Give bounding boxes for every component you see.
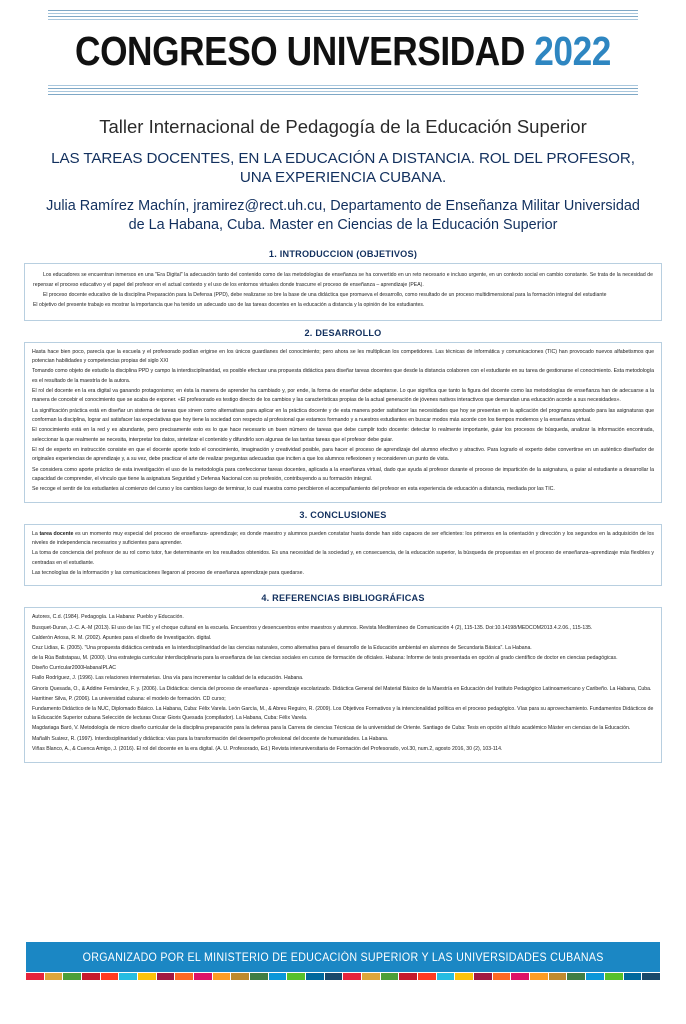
reference-entry: Mañalih Suárez, R. (1997). Interdisciplinaridad y didáctica: vías para la transformación del desempeño profesional del docente de humanidades. La Habana.: [32, 735, 389, 742]
authors-affiliation: Julia Ramírez Machín, jramirez@rect.uh.cu, Departamento de Enseñanza Militar Universidad de La Habana, Cuba. Master en Ciencias de la Educación Superior: [46, 198, 640, 233]
sdg-color-swatch: [418, 973, 436, 980]
sdg-color-swatch: [493, 973, 511, 980]
reference-entry: Fiallo Rodríguez, J. (1996). Las relaciones intermaterias. Una vía para incrementar la calidad de la educación. Habana.: [32, 675, 304, 682]
sdg-color-swatch: [138, 973, 156, 980]
workshop-title: Taller Internacional de Pedagogía de la Educación Superior: [99, 116, 587, 138]
reference-entry: Diseño Curricular2000HabanaIPLAC: [32, 665, 117, 672]
congress-brand-year: 2022: [534, 28, 611, 74]
section-panel-conclusiones: [24, 524, 662, 587]
conclusion-paragraph: La toma de conciencia del profesor de su rol como tutor, fue determinante en los resultados obtenidos. Es una necesidad de la sociedad y, en consecuencia, de la educación superior, la búsqueda de propuestas en el proceso de enseñanza–aprendizaje más flexibles y centradas en el estudiante.: [32, 550, 654, 566]
desarrollo-paragraph: Se recoge el sentir de los estudiantes al comienzo del curso y los cambios luego de terminar, lo cual muestra como percibieron el acompañamiento del profesor en esta experiencia de educación a distancia, mediada por las TIC.: [32, 486, 555, 493]
sdg-color-swatch: [381, 973, 399, 980]
title-block: [0, 101, 686, 234]
conclusion-paragraph: Las tecnologías de la información y las comunicaciones llegaron al proceso de enseñanza aprendizaje para quedarse.: [32, 570, 304, 577]
sdg-color-swatch: [567, 973, 585, 980]
sdg-color-swatch: [530, 973, 548, 980]
reference-entry: Magdariaga Baró, V. Metodología de micro diseño curricular de la disciplina preparación para la defensa para la Carrera de ciencias Técnicas de la universidad de Oriente. Santiago de Cuba: Tesis en opción al título académico Máster en ciencias de la Educación.: [32, 725, 631, 732]
sdg-color-swatch: [250, 973, 268, 980]
sdg-color-swatch: [269, 973, 287, 980]
sdg-color-swatch: [213, 973, 231, 980]
desarrollo-paragraph: Hasta hace bien poco, parecía que la escuela y el profesorado podían erigirse en los únicos guardianes del conocimiento; pero ahora se les multiplican los competidores. Las técnicas de informática y comunicaciones (TIC) han provocado nuevos alfabetismos que potencian habilidades y competencias propias del siglo XXI: [32, 348, 654, 364]
sdg-color-strip: [26, 973, 660, 980]
sdg-color-swatch: [26, 973, 44, 980]
sdg-color-swatch: [82, 973, 100, 980]
sdg-color-swatch: [511, 973, 529, 980]
organizer-text: ORGANIZADO POR EL MINISTERIO DE EDUCACIÓN SUPERIOR Y LAS UNIVERSIDADES CUBANAS: [82, 950, 604, 964]
sdg-color-swatch: [437, 973, 455, 980]
sdg-color-swatch: [586, 973, 604, 980]
sdg-color-swatch: [362, 973, 380, 980]
sdg-color-swatch: [605, 973, 623, 980]
reference-entry: Cruz Lidias, E. (2005). "Una propuesta didáctica centrada en la interdisciplinaridad de las ciencias naturales, como alternativa para el desarrollo de la Educación ambiental en alumnos de Secundaria Básica". La Habana.: [32, 644, 532, 651]
desarrollo-paragraph: El rol de experto en instrucción consiste en que el docente aporte todo el conocimiento, imaginación y creatividad posible, para hacer el proceso de aprendizaje del alumno efectivo y atractivo. Para lograrlo el experto debe convertirse en un auténtico diseñador de originales experiencias de aprendizaje y, a su vez, debe practicar el arte de realizar preguntas adecuadas que inciten a que los alumnos reflexionen y reconsideren un punto de vista.: [32, 446, 654, 463]
header-top-rules: [48, 10, 638, 20]
sdg-color-swatch: [306, 973, 324, 980]
reference-entry: Calderón Ariosa, R. M. (2002). Apuntes para el diseño de Investigación. digital.: [32, 634, 212, 641]
poster-footer: [26, 942, 660, 980]
paper-title: LAS TAREAS DOCENTES, EN LA EDUCACIÓN A DISTANCIA. ROL DEL PROFESOR, UNA EXPERIENCIA CUBANA.: [51, 149, 635, 186]
header-bottom-rules: [48, 85, 638, 95]
reference-entry: Autores, C.d. (1984). Pedagogía. La Habana: Pueblo y Educación.: [32, 614, 184, 621]
sdg-color-swatch: [63, 973, 81, 980]
sdg-color-swatch: [287, 973, 305, 980]
sdg-color-swatch: [474, 973, 492, 980]
poster-body: [0, 240, 686, 762]
sdg-color-swatch: [45, 973, 63, 980]
desarrollo-paragraph: El rol del docente en la era digital va ganando protagonismo; en ésta la manera de aprender ha cambiado y, por ende, la forma de enseñar debe adaptarse. Lo que significa que tanto la figura del docente como las metodologías de enseñanza han de adecuarse a la manera de concebir el conocimiento que se acaba de exponer. «El profesorado es testigo directo de los cambios y las características propias de la actual generación de jóvenes nativos interactivos que demandan una educación acorde a sus necesidades».: [32, 387, 654, 404]
sdg-color-swatch: [101, 973, 119, 980]
sdg-color-swatch: [119, 973, 137, 980]
conclusion-paragraph: La tarea docente es un momento muy especial del proceso de enseñanza- aprendizaje; es donde maestro y alumnos pueden constatar hasta donde han sido capaces de ser eficientes: los primeros en la orientación y dirección y los segundos en la adquisición de los niveles de independencia necesarios y suficientes para aprender.: [32, 530, 655, 547]
sdg-color-swatch: [455, 973, 473, 980]
intro-paragraph: El objetivo del presente trabajo es mostrar la importancia que ha tenido un adecuado uso de las tareas docentes en la educación a distancia y la opinión de los estudiantes.: [33, 302, 425, 309]
reference-entry: Busquet-Duran, J.-C. A.-M (2013). El uso de las TIC y el choque cultural en la escuela. Encuentros y desencuentros entre maestros y alumnos. Revista Mediterráneo de Comunicación 4 (2), 115-135. Doi:10.14198/MEDCOM2013.4.2.06., 115-135.: [32, 624, 593, 631]
desarrollo-paragraph: La significación práctica está en diseñar un sistema de tareas que sirven como alternativas para aplicar en la práctica docente y de esta manera poder satisfacer las necesidades que hoy se presentan en la aplicación del programa aprobado para las asignaturas que conforman la disciplina, lograr así satisfacer las expectativas que hoy tiene la sociedad con respecto al profesional que estamos formando y a nuestros estudiantes en buscar modos más acorde con los tiempos modernos y la enseñanza virtual.: [32, 407, 654, 423]
sdg-color-swatch: [642, 973, 660, 980]
poster-header: [0, 0, 686, 101]
reference-entry: de la Rúa Batistapau, M. (2000). Una estrategia curricular interdisciplinaria para la enseñanza de las ciencias sociales en cursos de formación de oficiales. Habana: Informe de tesis presentada en opción al grado científico de doctor en ciencias pedagógicas.: [32, 655, 618, 662]
section-panel-intro: [24, 263, 662, 320]
sdg-color-swatch: [549, 973, 567, 980]
sdg-color-swatch: [175, 973, 193, 980]
section-panel-referencias: [24, 607, 662, 762]
reference-entry: Ginoris Quesada, O., & Addine Fernández, F. y. (2006). La Didáctica: ciencia del proceso de enseñanza - aprendizaje escolarizado. Didáctica General del Material Básico de la Maestría en Educación del Instituto Pedagógico Latinoamericano y Caribeño. La Habana, Cuba.: [32, 685, 652, 692]
organizer-band: [26, 942, 660, 972]
section-heading-referencias: 4. REFERENCIAS BIBLIOGRÁFICAS: [261, 593, 425, 605]
sdg-color-swatch: [325, 973, 343, 980]
reference-entry: Viñas Blanco, A., & Cuenca Amigo, J. (2016). El rol del docente en la era digital. (A. U. Profesorado, Ed.) Revista interuniversitaria de Formación del Profesorado, vol.30, num.2, agosto 2016, 30 (2), 103-114.: [32, 745, 503, 752]
reference-entry: Harritiner Silva, P. (2006). La universidad cubana: el modelo de formación. CD curso;: [32, 695, 226, 702]
congress-brand: [48, 30, 638, 73]
sdg-color-swatch: [157, 973, 175, 980]
desarrollo-paragraph: Se considera como aporte práctico de esta investigación el uso de la metodología para confeccionar tareas docentes, aplicada a la enseñanza virtual, dado que ayuda al profesor durante el proceso de impartición de la asignatura, a guiar al estudiante a desarrollar la capacidad de comprender, el vínculo que tiene la asignatura Seguridad y Defensa Nacional con su profesión, contribuyendo a su formación integral.: [32, 466, 654, 482]
sdg-color-swatch: [343, 973, 361, 980]
intro-paragraph: El proceso docente educativo de la disciplina Preparación para la Defensa (PPD), debe realizarse so bre la base de una didáctica que promueva el desarrollo, como resultado de un proceso multidimensional para la formación integral del estudiante: [43, 291, 607, 298]
section-heading-conclusiones: 3. CONCLUSIONES: [299, 509, 387, 521]
sdg-color-swatch: [624, 973, 642, 980]
intro-paragraph: Los educadores se encuentran inmersos en una "Era Digital" la adecuación tanto del contenido como de las metodologías de enseñanza se ha convertido en un reto necesario e incluso urgente, en un contexto social en cambio constante. Se trata de la necesidad de repensar el proceso educativo y el papel del profesor en el actual contexto y el uso de los entornos virtuales donde trascurre el proceso de enseñanza – aprendizaje (PEA).: [33, 272, 653, 288]
sdg-color-swatch: [399, 973, 417, 980]
sdg-color-swatch: [194, 973, 212, 980]
section-heading-desarrollo: 2. DESARROLLO: [304, 327, 382, 339]
desarrollo-paragraph: El conocimiento está en la red y es abundante, pero precisamente esto es lo que hace necesario un buen número de tareas que debe cumplir todo docente: detectar lo realmente importante, guiar los procesos de búsqueda, analizar la información encontrada, seleccionar la que realmente se necesita, interpretar los datos, sintetizar el contenido y difundirlo son algunas de las tantas tareas que el profesor debe guiar.: [32, 427, 654, 443]
section-heading-intro: 1. INTRODUCCION (OBJETIVOS): [268, 249, 418, 261]
desarrollo-paragraph: Tomando como objeto de estudio la disciplina PPD y campo la interdisciplinaridad, es posible efectuar una propuesta didáctica para diseñar tareas docentes que desde la distancia colaboren con el estudiante en su tarea de gestionarse el conocimiento. Esta metodología es el resultado de la maestría de la autora.: [32, 368, 654, 384]
sdg-color-swatch: [231, 973, 249, 980]
congress-brand-main: CONGRESO UNIVERSIDAD: [75, 28, 525, 74]
reference-entry: Fundamento Didáctico de la NUC, Diplomado Básico. La Habana, Cuba: Félix Varela. León García, M., & Abreu Reguiro, R. (2009). Los Objetivos Formativos y la intencionalidad política en el proceso pedagógico. Vías para su aprovechamiento. Fundamentos Didácticos de la Educación Superior cubana Selección de lecturas Oscar Gioris Quesada (compilador). La Habana, Cuba: Félix Varela.: [32, 706, 654, 722]
section-panel-desarrollo: [24, 342, 662, 503]
